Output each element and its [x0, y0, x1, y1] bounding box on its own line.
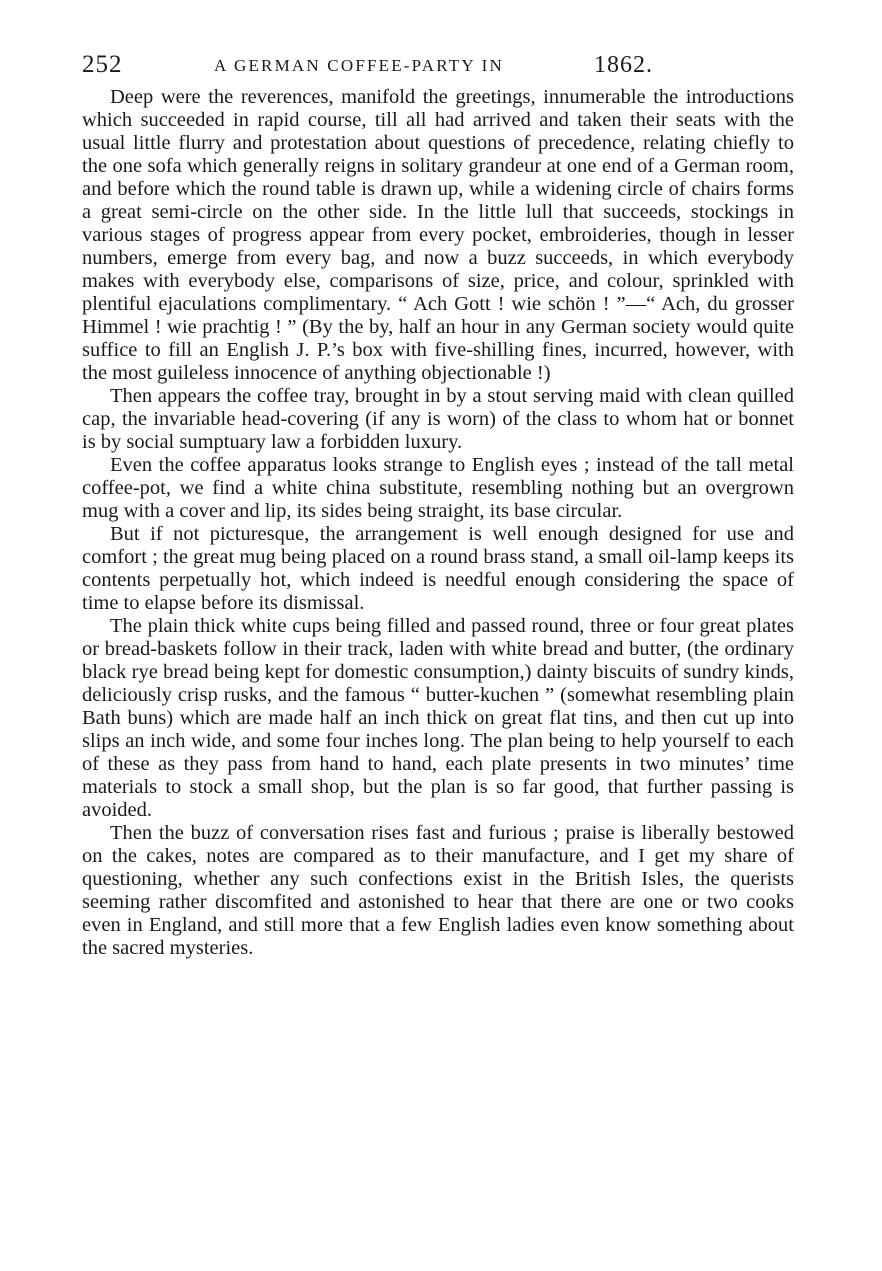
paragraph-reverences: Deep were the reverences, manifold the greetings, innumerable the introductions which succeeded in rapid course, till all had arrived and taken their seats with the usual little flurry and protestation about questions of precedence, relating chiefly to the one sofa which generally reigns in solitary grandeur at one end of a German room, and before which the round table is drawn up, while a widening circle of chairs forms a great semi-circle on the other side. In the little lull that succeeds, stockings in various stages of progress appear from every pocket, embroideries, though in lesser numbers, emerge from every bag, and now a buzz succeeds, in which everybody makes with everybody else, comparisons of size, price, and colour, sprinkled with plentiful ejaculations complimentary. “ Ach Gott ! wie schön ! ”—“ Ach, du grosser Himmel ! wie prachtig ! ” (By the by, half an hour in any German society would quite suffice to fill an English J. P.’s box with five-shilling fines, incurred, however, with the most guileless innocence of anything objectionable !)	[82, 86, 794, 384]
article-body	[82, 86, 794, 960]
paragraph-coffee-apparatus: Even the coffee apparatus looks strange to English eyes ; instead of the tall metal coffee-pot, we find a white china substitute, resembling nothing but an overgrown mug with a cover and lip, its sides being straight, its base circular.	[82, 454, 794, 522]
page-number: 252	[82, 51, 123, 78]
running-year: 1862.	[594, 52, 653, 78]
paragraph-coffee-tray: Then appears the coffee tray, brought in by a stout serving maid with clean quilled cap, the invariable head-covering (if any is worn) of the class to whom hat or bonnet is by social sumptuary law a forbidden luxury.	[82, 385, 794, 453]
paragraph-arrangement: But if not picturesque, the arrangement is well enough designed for use and comfort ; the great mug being placed on a round brass stand, a small oil-lamp keeps its contents perpetually hot, which indeed is needful enough considering the space of time to elapse before its dismissal.	[82, 523, 794, 614]
running-head	[82, 50, 794, 86]
running-title: A GERMAN COFFEE-PARTY IN	[214, 56, 504, 75]
paragraph-cups-and-cakes: The plain thick white cups being filled and passed round, three or four great plates or bread-baskets follow in their track, laden with white bread and butter, (the ordinary black rye bread being kept for domestic consumption,) dainty biscuits of sundry kinds, deliciously crisp rusks, and the famous “ butter-kuchen ” (somewhat resembling plain Bath buns) which are made half an inch thick on great flat tins, and then cut up into slips an inch wide, and some four inches long. The plan being to help yourself to each of these as they pass from hand to hand, each plate presents in two minutes’ time materials to stock a small shop, but the plan is so far good, that further passing is avoided.	[82, 615, 794, 821]
paragraph-conversation: Then the buzz of conversation rises fast and furious ; praise is liberally bestowed on the cakes, notes are compared as to their manufacture, and I get my share of questioning, whether any such confections exist in the British Isles, the querists seeming rather discomfited and astonished to hear that there are one or two cooks even in England, and still more that a few English ladies even know something about the sacred mysteries.	[82, 822, 794, 959]
book-page	[82, 50, 794, 960]
